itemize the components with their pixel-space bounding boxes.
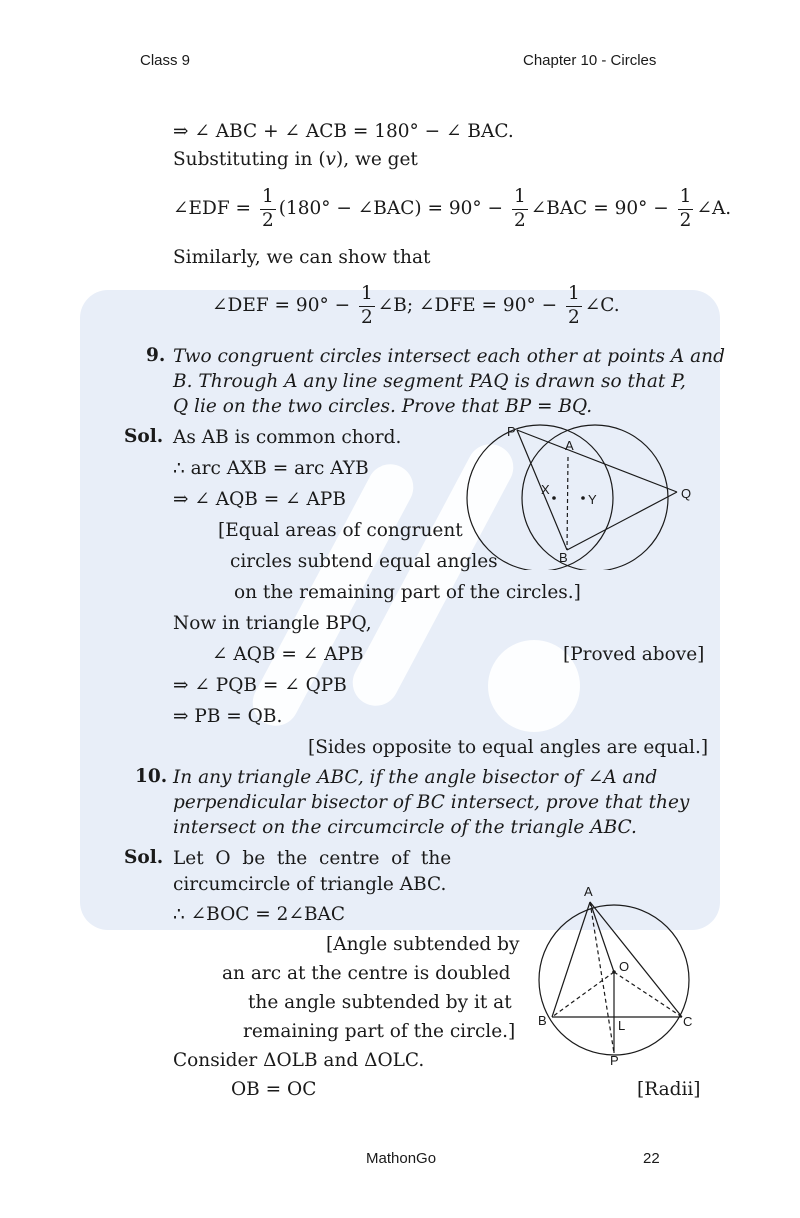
question-10-number: 10. xyxy=(135,766,168,787)
frac-den: 2 xyxy=(568,306,580,328)
question-9-line-1: Two congruent circles intersect each other at points A and xyxy=(173,346,725,367)
header-class: Class 9 xyxy=(140,52,191,69)
edf-equation xyxy=(173,188,731,230)
sol10-line-4: [Angle subtended by xyxy=(326,934,520,955)
label-P: P xyxy=(610,1053,619,1068)
question-9-number: 9. xyxy=(146,345,166,366)
derivation-line-2 xyxy=(173,148,418,172)
label-B: B xyxy=(559,550,568,565)
sol9-line-1: As AB is common chord. xyxy=(173,427,402,448)
question-9-line-2: B. Through A any line segment PAQ is drawn so that P, xyxy=(173,371,686,392)
sol9-line-8-reason: [Proved above] xyxy=(563,644,705,665)
question-10-line-1: In any triangle ABC, if the angle bisector of ∠A and xyxy=(173,767,658,788)
label-X: X xyxy=(541,482,550,497)
sol9-line-8: ∠ AQB = ∠ APB xyxy=(212,644,364,665)
frac-den: 2 xyxy=(679,209,692,231)
sol9-line-3: ⇒ ∠ AQB = ∠ APB xyxy=(173,489,346,510)
derivation-line-1: ⇒ ∠ ABC + ∠ ACB = 180° − ∠ BAC. xyxy=(173,121,514,142)
point-X xyxy=(552,496,556,500)
sol9-line-10: ⇒ PB = QB. xyxy=(173,706,283,727)
frac-num: 1 xyxy=(678,188,694,210)
question-9-line-3: Q lie on the two circles. Prove that BP = BQ. xyxy=(173,396,593,417)
fraction-half xyxy=(260,188,276,230)
sol9-line-4: [Equal areas of congruent xyxy=(218,520,463,541)
label-O: O xyxy=(619,959,630,974)
sol10-line-9-reason: [Radii] xyxy=(637,1079,701,1100)
frac-den: 2 xyxy=(261,209,274,231)
sol9-line-7: Now in triangle BPQ, xyxy=(173,613,372,634)
figure-circumcircle xyxy=(530,880,710,1070)
point-O xyxy=(612,970,616,974)
fraction-half xyxy=(359,285,375,327)
solution-9-label: Sol. xyxy=(124,426,164,447)
edf-part-c: ∠BAC = 90° − xyxy=(530,198,669,219)
chord-AB xyxy=(567,457,568,550)
segment-OC xyxy=(614,972,682,1017)
def-part-a: ∠DEF = 90° − xyxy=(212,295,351,316)
sol10-line-3: ∴ ∠BOC = 2∠BAC xyxy=(173,904,346,925)
sol9-line-2: ∴ arc AXB = arc AYB xyxy=(173,458,369,479)
edf-part-b: (180° − ∠BAC) = 90° − xyxy=(278,198,504,219)
edf-part-d: ∠A. xyxy=(696,198,732,219)
frac-num: 1 xyxy=(260,188,276,210)
line2-pre: Substituting in ( xyxy=(173,149,326,170)
sol10-line-5: an arc at the centre is doubled xyxy=(222,963,511,984)
def-part-b: ∠B; ∠DFE = 90° − xyxy=(377,295,558,316)
label-P: P xyxy=(507,424,516,439)
footer-brand: MathonGo xyxy=(366,1150,437,1167)
question-10-line-2: perpendicular bisector of BC intersect, prove that they xyxy=(173,792,690,813)
label-A: A xyxy=(584,884,593,899)
label-B: B xyxy=(538,1013,547,1028)
segment-AO xyxy=(590,902,614,972)
label-L: L xyxy=(618,1018,626,1033)
fraction-half xyxy=(678,188,694,230)
sol10-line-6: the angle subtended by it at xyxy=(248,992,512,1013)
frac-den: 2 xyxy=(513,209,526,231)
sol9-line-9: ⇒ ∠ PQB = ∠ QPB xyxy=(173,675,347,696)
point-Y xyxy=(581,496,585,500)
sol10-line-9: OB = OC xyxy=(231,1079,317,1100)
line2-post: ), we get xyxy=(336,149,418,170)
frac-num: 1 xyxy=(359,285,375,307)
sol10-line-8: Consider ΔOLB and ΔOLC. xyxy=(173,1050,425,1071)
label-A: A xyxy=(565,438,574,453)
label-Y: Y xyxy=(588,492,597,507)
frac-num: 1 xyxy=(512,188,528,210)
solution-10-label: Sol. xyxy=(124,847,164,868)
segment-BQ xyxy=(567,492,677,550)
header-chapter: Chapter 10 - Circles xyxy=(523,52,657,69)
line2-var: v xyxy=(325,149,336,170)
frac-den: 2 xyxy=(361,306,373,328)
def-part-c: ∠C. xyxy=(584,295,620,316)
label-Q: Q xyxy=(681,486,692,501)
fraction-half xyxy=(566,285,582,327)
side-AC xyxy=(590,902,682,1017)
def-equation xyxy=(212,285,620,327)
fraction-half xyxy=(512,188,528,230)
sol10-line-2: circumcircle of triangle ABC. xyxy=(173,874,447,895)
sol9-line-5: circles subtend equal angles xyxy=(230,551,498,572)
sol10-line-1: Let O be the centre of the xyxy=(173,848,452,869)
figure-two-circles xyxy=(455,420,705,570)
bisector-AP xyxy=(590,902,614,1053)
label-C: C xyxy=(683,1014,693,1029)
question-10-line-3: intersect on the circumcircle of the triangle ABC. xyxy=(173,817,637,838)
edf-part-a: ∠EDF = xyxy=(173,198,252,219)
sol10-line-7: remaining part of the circle.] xyxy=(243,1021,516,1042)
page-number: 22 xyxy=(643,1150,660,1167)
sol9-line-11: [Sides opposite to equal angles are equal.] xyxy=(308,737,709,758)
similarly-line: Similarly, we can show that xyxy=(173,247,431,268)
frac-num: 1 xyxy=(566,285,582,307)
sol9-line-6: on the remaining part of the circles.] xyxy=(234,582,581,603)
